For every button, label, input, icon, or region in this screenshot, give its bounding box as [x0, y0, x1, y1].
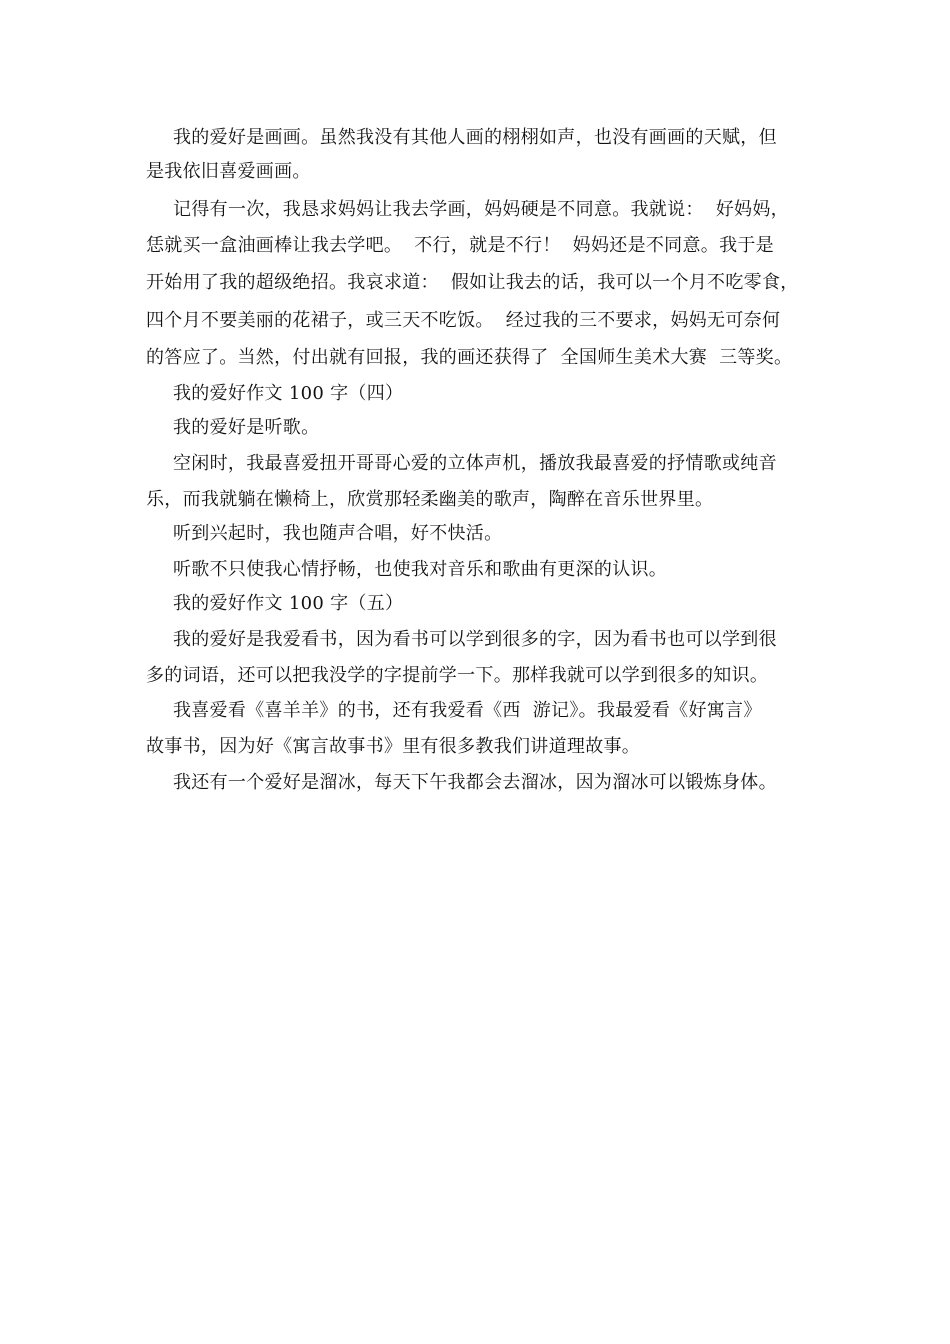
section-heading: 我的爱好作文 100 字（五）	[173, 593, 404, 614]
paragraph-line: 空闲时，我最喜爱扭开哥哥心爱的立体声机，播放我最喜爱的抒情歌或纯音	[173, 453, 777, 474]
paragraph-line: 我喜爱看《喜羊羊》的书，还有我爱看《西 游记》。我最爱看《好寓言》	[173, 700, 762, 721]
paragraph-line: 听到兴起时，我也随声合唱，好不快活。	[173, 523, 503, 544]
paragraph-line: 听歌不只使我心情抒畅，也使我对音乐和歌曲有更深的认识。	[173, 559, 668, 580]
paragraph-line: 我的爱好是听歌。	[173, 417, 320, 438]
section-heading: 我的爱好作文 100 字（四）	[173, 383, 404, 404]
paragraph-line: 我的爱好是我爱看书，因为看书可以学到很多的字，因为看书也可以学到很	[173, 629, 777, 650]
paragraph-line: 乐，而我就躺在懒椅上，欣赏那轻柔幽美的歌声，陶醉在音乐世界里。	[146, 489, 714, 510]
paragraph-line: 开始用了我的超级绝招。我哀求道： 假如让我去的话，我可以一个月不吃零食，	[146, 272, 799, 293]
paragraph-line: 恁就买一盒油画棒让我去学吧。 不行，就是不行！ 妈妈还是不同意。我于是	[146, 235, 774, 256]
paragraph-line: 我的爱好是画画。虽然我没有其他人画的栩栩如声，也没有画画的天赋，但	[173, 127, 777, 148]
paragraph-line: 多的词语，还可以把我没学的字提前学一下。那样我就可以学到很多的知识。	[146, 665, 769, 686]
paragraph-line: 四个月不要美丽的花裙子，或三天不吃饭。 经过我的三不要求，妈妈无可奈何	[146, 310, 781, 331]
paragraph-line: 是我依旧喜爱画画。	[146, 161, 311, 182]
paragraph-line: 记得有一次，我恳求妈妈让我去学画，妈妈硬是不同意。我就说： 好妈妈，	[173, 199, 789, 220]
paragraph-line: 的答应了。当然，付出就有回报，我的画还获得了 全国师生美术大赛 三等奖。	[146, 347, 793, 368]
paragraph-line: 故事书，因为好《寓言故事书》里有很多教我们讲道理故事。	[146, 736, 641, 757]
paragraph-line: 我还有一个爱好是溜冰，每天下午我都会去溜冰，因为溜冰可以锻炼身体。	[173, 772, 777, 793]
